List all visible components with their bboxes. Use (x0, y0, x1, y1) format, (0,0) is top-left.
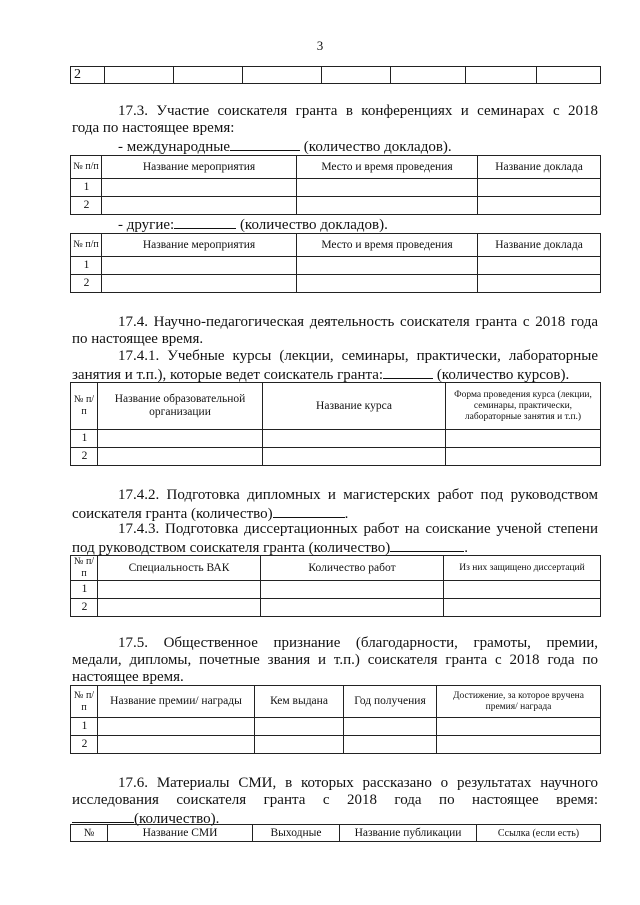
table-row: 2 (71, 275, 601, 293)
table-row (71, 67, 601, 84)
intl-label: - международные (118, 139, 231, 155)
s17-4-2-line2: соискателя гранта (количество) . (72, 506, 349, 522)
dissertations-table (70, 555, 601, 617)
table-row: 2 (71, 599, 601, 617)
s17-6-line2: исследования соискателя гранта с 2018 года по настоящее время: (72, 792, 598, 808)
s17-4-3-line2: под руководством соискателя гранта (количество) . (72, 540, 468, 556)
table-header: № Название СМИ Выходные Название публикации Ссылка (если есть) (71, 825, 601, 842)
s17-4-1-line2: занятия и т.п.), которые ведет соискатель гранта: (количество курсов). (72, 367, 570, 383)
table-row: 2 (71, 197, 601, 215)
table-row: 1 (71, 257, 601, 275)
s17-6-line3: (количество). (72, 809, 219, 828)
table-row: 2 (71, 448, 601, 466)
s17-5-line1: 17.5. Общественное признание (благодарности, грамоты, премии, (118, 635, 598, 651)
table-row: 1 (71, 581, 601, 599)
s17-5-line2: медали, дипломы, почетные звания и т.п.) соискателя гранта с 2018 года по (72, 652, 598, 668)
table-row: 1 (71, 718, 601, 736)
col-report-name: Название доклада (478, 156, 601, 179)
table-row: 2 (71, 736, 601, 754)
courses-table (70, 382, 601, 466)
s17-4-line2: по настоящее время. (72, 331, 204, 347)
s17-3-other-line (118, 215, 388, 234)
row-number: 2 (71, 67, 105, 84)
table-header: № п/п Название образовательной организации Название курса Форма проведения курса (лекции, семинары, практически, лабораторные занятия и т.п.) (71, 383, 601, 430)
table-header: № п/п Специальность ВАК Количество работ Из них защищено диссертаций (71, 556, 601, 581)
table-row: 1 (71, 179, 601, 197)
table-header: № п/п Название мероприятия Место и время проведения Название доклада (71, 234, 601, 257)
intl-suffix: (количество докладов). (303, 139, 452, 155)
other-suffix: (количество докладов). (239, 217, 388, 233)
s17-4-2-line1: 17.4.2. Подготовка дипломных и магистерских работ под руководством (118, 487, 598, 503)
col-event-name: Название мероприятия (102, 156, 297, 179)
top-table (70, 66, 601, 84)
table-header (71, 156, 601, 179)
s17-6-line1: 17.6. Материалы СМИ, в которых рассказано о результатах научного (118, 775, 598, 791)
s17-3-line2: года по настоящее время: (72, 120, 235, 136)
conferences-intl-table (70, 155, 601, 215)
table-header: № п/п Название премии/ награды Кем выдана Год получения Достижение, за которое вручена премия/ награда (71, 686, 601, 718)
col-num: № п/п (71, 156, 102, 179)
s17-4-line1: 17.4. Научно-педагогическая деятельность соискателя гранта с 2018 года (118, 314, 598, 330)
awards-table (70, 685, 601, 754)
s17-4-1-line1: 17.4.1. Учебные курсы (лекции, семинары, практически, лабораторные (118, 348, 598, 364)
page-number: 3 (316, 38, 324, 53)
s17-3-line1: 17.3. Участие соискателя гранта в конференциях и семинарах с 2018 (118, 103, 598, 119)
s17-5-line3: настоящее время. (72, 669, 184, 685)
table-row: 1 (71, 430, 601, 448)
conferences-other-table (70, 233, 601, 293)
s17-3-intl-line (118, 137, 452, 156)
media-table (70, 824, 601, 842)
col-place-time: Место и время проведения (297, 156, 478, 179)
other-label: - другие: (118, 217, 175, 233)
s17-4-3-line1: 17.4.3. Подготовка диссертационных работ на соискание ученой степени (118, 521, 598, 537)
